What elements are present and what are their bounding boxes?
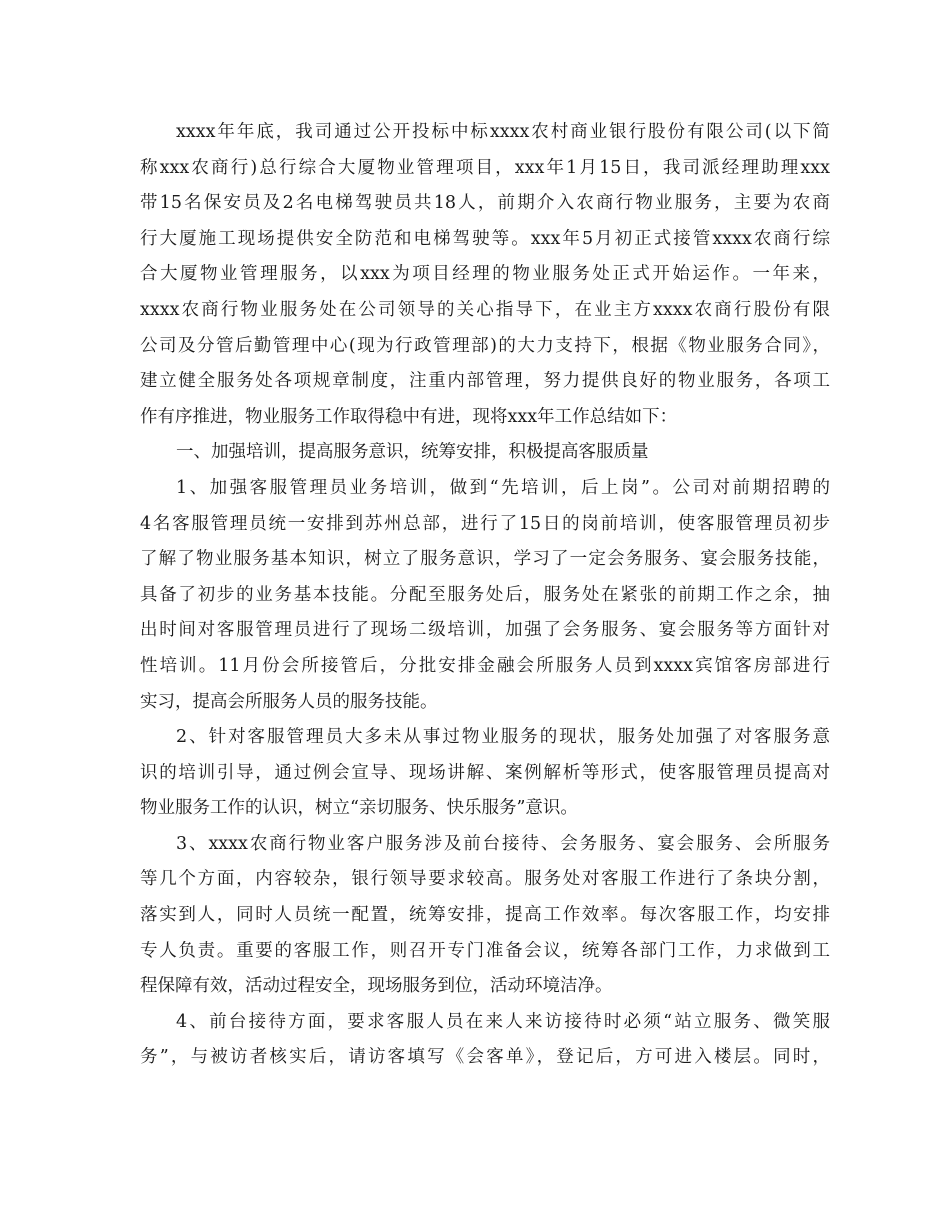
text-line: 性培训。11月份会所接管后，分批安排金融会所服务人员到xxxx宾馆客房部进行: [140, 655, 830, 676]
text-line: 出时间对客服管理员进行了现场二级培训，加强了会务服务、宴会服务等方面针对: [140, 620, 830, 641]
text-line: 程保障有效，活动过程安全，现场服务到位，活动环境洁净。: [140, 976, 613, 997]
text-line: 务”，与被访者核实后，请访客填写《会客单》，登记后，方可进入楼层。同时，: [140, 1047, 830, 1068]
text-line: 公司及分管后勤管理中心(现为行政管理部)的大力支持下，根据《物业服务合同》，: [140, 335, 830, 356]
text-line: 2、针对客服管理员大多未从事过物业服务的现状，服务处加强了对客服务意: [176, 727, 830, 748]
text-line: 具备了初步的业务基本技能。分配至服务处后，服务处在紧张的前期工作之余，抽: [140, 584, 830, 605]
text-line: 实习，提高会所服务人员的服务技能。: [140, 691, 438, 712]
text-line: 专人负责。重要的客服工作，则召开专门准备会议，统筹各部门工作，力求做到工: [140, 940, 830, 961]
text-line: 了解了物业服务基本知识，树立了服务意识，学习了一定会务服务、宴会服务技能，: [140, 549, 830, 570]
text-line: 4、前台接待方面，要求客服人员在来人来访接待时必须“站立服务、微笑服: [176, 1011, 830, 1032]
text-line: 4名客服管理员统一安排到苏州总部，进行了15日的岗前培训，使客服管理员初步: [140, 513, 830, 534]
text-line: 落实到人，同时人员统一配置，统筹安排，提高工作效率。每次客服工作，均安排: [140, 905, 830, 926]
text-line: 1、加强客服管理员业务培训，做到“先培训，后上岗”。公司对前期招聘的: [176, 477, 830, 498]
text-line: xxxx农商行物业服务处在公司领导的关心指导下，在业主方xxxx农商行股份有限: [140, 299, 830, 320]
text-line: 行大厦施工现场提供安全防范和电梯驾驶等。xxx年5月初正式接管xxxx农商行综: [140, 228, 830, 249]
text-line: 3、xxxx农商行物业客户服务涉及前台接待、会务服务、宴会服务、会所服务: [176, 833, 830, 854]
text-line: 等几个方面，内容较杂，银行领导要求较高。服务处对客服工作进行了条块分割，: [140, 869, 830, 890]
text-line: 一、加强培训，提高服务意识，统筹安排，积极提高客服质量: [176, 442, 649, 463]
document-body: [140, 115, 830, 1076]
text-line: 带15名保安员及2名电梯驾驶员共18人，前期介入农商行物业服务，主要为农商: [140, 193, 830, 214]
text-line: 物业服务工作的认识，树立“亲切服务、快乐服务”意识。: [140, 798, 578, 819]
text-line: 合大厦物业管理服务，以xxx为项目经理的物业服务处正式开始运作。一年来，: [140, 264, 830, 285]
text-line: xxxx年年底，我司通过公开投标中标xxxx农村商业银行股份有限公司(以下简: [176, 122, 830, 142]
text-line: 称xxx农商行)总行综合大厦物业管理项目，xxx年1月15日，我司派经理助理xxx: [140, 157, 830, 178]
text-line: 识的培训引导，通过例会宣导、现场讲解、案例解析等形式，使客服管理员提高对: [140, 762, 830, 783]
text-line: 建立健全服务处各项规章制度，注重内部管理，努力提供良好的物业服务，各项工: [140, 371, 830, 392]
text-line: 作有序推进，物业服务工作取得稳中有进，现将xxx年工作总结如下：: [140, 406, 678, 427]
